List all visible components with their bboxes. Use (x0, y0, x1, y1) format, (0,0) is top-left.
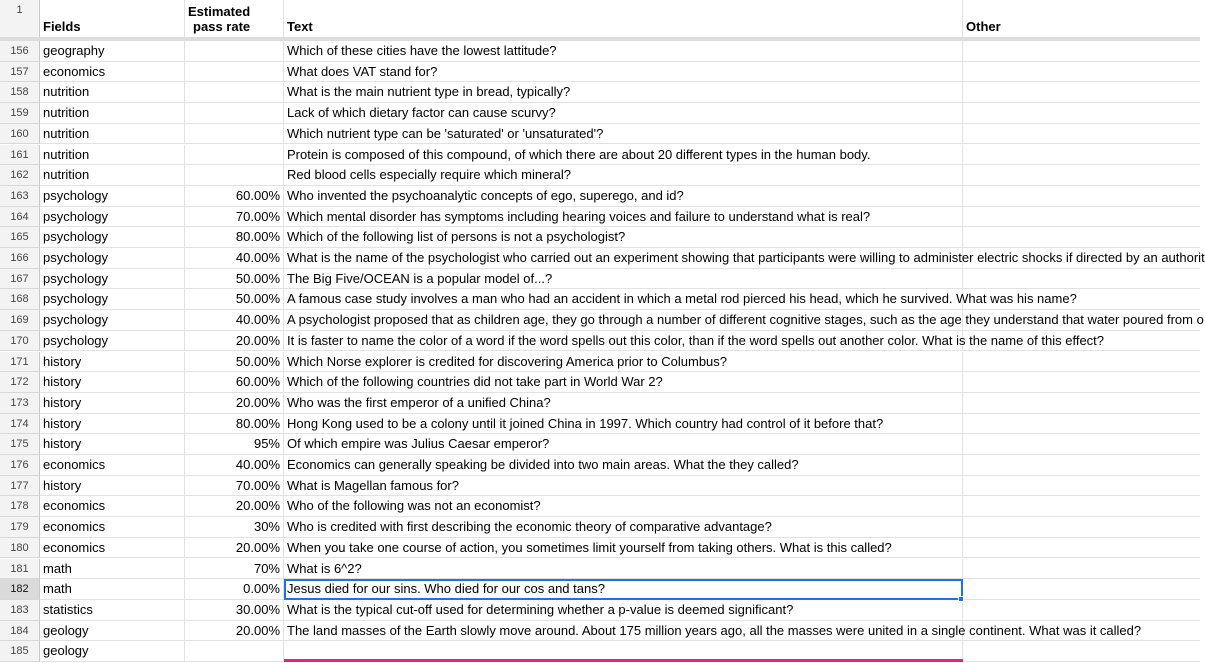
cell-other[interactable] (963, 621, 1200, 642)
cell-text[interactable]: What is the typical cut-off used for determining whether a p-value is deemed significant? (284, 600, 963, 621)
cell-other[interactable] (963, 186, 1200, 207)
cell-fields[interactable]: psychology (40, 248, 185, 269)
range-highlight-border (284, 659, 963, 662)
row-number[interactable]: 166 (0, 248, 40, 269)
table-row (0, 41, 1200, 62)
cell-text[interactable]: The land masses of the Earth slowly move around. About 175 million years ago, all the masses were united in a single continent. What was it called? (284, 621, 963, 642)
cell-text[interactable]: What is Magellan famous for? (284, 476, 963, 497)
cell-text[interactable]: Which of the following countries did not take part in World War 2? (284, 372, 963, 393)
cell-fields[interactable]: history (40, 372, 185, 393)
table-row (0, 517, 1200, 538)
cell-fields[interactable]: psychology (40, 331, 185, 352)
cell-text[interactable]: Who invented the psychoanalytic concepts of ego, superego, and id? (284, 186, 963, 207)
table-row (0, 186, 1200, 207)
cell-text[interactable]: The Big Five/OCEAN is a popular model of...? (284, 269, 963, 290)
cell-estimated-pass-rate[interactable]: 60.00% (185, 372, 284, 393)
table-row (0, 476, 1200, 497)
cell-text[interactable]: What does VAT stand for? (284, 62, 963, 83)
cell-estimated-pass-rate[interactable]: 40.00% (185, 310, 284, 331)
cell-fields[interactable]: history (40, 476, 185, 497)
header-row (0, 0, 1200, 37)
cell-fields[interactable]: history (40, 352, 185, 373)
cell-estimated-pass-rate[interactable] (185, 124, 284, 145)
row-number[interactable]: 171 (0, 352, 40, 373)
table-row (0, 331, 1200, 352)
cell-other[interactable] (963, 455, 1200, 476)
cell-other[interactable] (963, 82, 1200, 103)
cell-estimated-pass-rate[interactable]: 20.00% (185, 496, 284, 517)
cell-fields[interactable]: psychology (40, 207, 185, 228)
cell-text[interactable]: Who is credited with first describing the economic theory of comparative advantage? (284, 517, 963, 538)
table-row (0, 621, 1200, 642)
row-number[interactable]: 162 (0, 165, 40, 186)
cell-estimated-pass-rate[interactable]: 20.00% (185, 621, 284, 642)
table-row (0, 579, 1200, 600)
cell-text[interactable]: Protein is composed of this compound, of which there are about 20 different types in the human body. (284, 145, 963, 166)
cell-fields[interactable]: nutrition (40, 82, 185, 103)
column-header-fields-label: Fields (43, 19, 81, 34)
fill-handle[interactable] (958, 596, 964, 602)
table-row (0, 207, 1200, 228)
cell-other[interactable] (963, 434, 1200, 455)
cell-text[interactable]: Which mental disorder has symptoms including hearing voices and failure to understand what is real? (284, 207, 963, 228)
cell-text[interactable]: What is the name of the psychologist who carried out an experiment showing that participants were willing to administer electric shocks if directed by an authorit (284, 248, 963, 269)
table-row (0, 352, 1200, 373)
cell-text[interactable]: What is the main nutrient type in bread, typically? (284, 82, 963, 103)
selected-cell-text[interactable]: Jesus died for our sins. Who died for our cos and tans? (284, 579, 963, 600)
cell-estimated-pass-rate[interactable]: 40.00% (185, 248, 284, 269)
row-number[interactable]: 177 (0, 476, 40, 497)
cell-other[interactable] (963, 352, 1200, 373)
cell-other[interactable] (963, 62, 1200, 83)
row-number[interactable]: 163 (0, 186, 40, 207)
cell-other[interactable] (963, 600, 1200, 621)
cell-estimated-pass-rate[interactable] (185, 145, 284, 166)
cell-text[interactable]: A psychologist proposed that as children age, they go through a number of different cognitive stages, such as the age they understand that water poured from o (284, 310, 963, 331)
row-number[interactable]: 167 (0, 269, 40, 290)
table-row (0, 289, 1200, 310)
cell-fields[interactable]: psychology (40, 227, 185, 248)
cell-other[interactable] (963, 476, 1200, 497)
cell-fields[interactable]: economics (40, 496, 185, 517)
cell-estimated-pass-rate[interactable]: 80.00% (185, 414, 284, 435)
row-number[interactable]: 159 (0, 103, 40, 124)
cell-estimated-pass-rate[interactable]: 50.00% (185, 269, 284, 290)
cell-other[interactable] (963, 207, 1200, 228)
cell-fields[interactable]: geology (40, 641, 185, 662)
row-number[interactable]: 174 (0, 414, 40, 435)
table-row (0, 600, 1200, 621)
row-number[interactable]: 180 (0, 538, 40, 559)
table-row (0, 165, 1200, 186)
cell-estimated-pass-rate[interactable]: 0.00% (185, 579, 284, 600)
table-row (0, 62, 1200, 83)
cell-other[interactable] (963, 227, 1200, 248)
row-number[interactable]: 156 (0, 41, 40, 62)
row-number[interactable]: 179 (0, 517, 40, 538)
cell-text[interactable]: Who of the following was not an economist? (284, 496, 963, 517)
table-row (0, 559, 1200, 580)
cell-other[interactable] (963, 331, 1200, 352)
cell-other[interactable] (963, 559, 1200, 580)
cell-other[interactable] (963, 579, 1200, 600)
cell-text[interactable]: What is 6^2? (284, 559, 963, 580)
row-number[interactable]: 176 (0, 455, 40, 476)
cell-text[interactable]: Hong Kong used to be a colony until it joined China in 1997. Which country had control of it before that? (284, 414, 963, 435)
cell-estimated-pass-rate[interactable] (185, 62, 284, 83)
cell-fields[interactable]: math (40, 559, 185, 580)
cell-estimated-pass-rate[interactable]: 70% (185, 559, 284, 580)
cell-estimated-pass-rate[interactable] (185, 82, 284, 103)
row-number[interactable]: 165 (0, 227, 40, 248)
cell-text[interactable]: When you take one course of action, you sometimes limit yourself from taking others. What is this called? (284, 538, 963, 559)
cell-fields[interactable]: nutrition (40, 103, 185, 124)
table-row (0, 310, 1204, 331)
cell-estimated-pass-rate[interactable] (185, 41, 284, 62)
table-row (0, 393, 1200, 414)
cell-estimated-pass-rate[interactable]: 30.00% (185, 600, 284, 621)
cell-fields[interactable]: geology (40, 621, 185, 642)
cell-estimated-pass-rate[interactable]: 20.00% (185, 331, 284, 352)
cell-fields[interactable]: nutrition (40, 124, 185, 145)
cell-estimated-pass-rate[interactable] (185, 103, 284, 124)
row-number[interactable]: 185 (0, 641, 40, 662)
row-number[interactable]: 181 (0, 559, 40, 580)
column-header-fields[interactable] (40, 0, 185, 37)
row-number[interactable]: 168 (0, 289, 40, 310)
row-number[interactable]: 183 (0, 600, 40, 621)
table-row (0, 414, 1200, 435)
table-row (0, 496, 1200, 517)
row-number[interactable]: 184 (0, 621, 40, 642)
cell-text[interactable]: Red blood cells especially require which mineral? (284, 165, 963, 186)
column-header-text[interactable] (284, 0, 963, 37)
row-number[interactable]: 158 (0, 82, 40, 103)
cell-text[interactable]: Which nutrient type can be 'saturated' or 'unsaturated'? (284, 124, 963, 145)
cell-estimated-pass-rate[interactable]: 80.00% (185, 227, 284, 248)
cell-fields[interactable]: statistics (40, 600, 185, 621)
cell-other[interactable] (963, 248, 1200, 269)
row-number[interactable]: 161 (0, 145, 40, 166)
cell-other[interactable] (963, 372, 1200, 393)
cell-other[interactable] (963, 517, 1200, 538)
cell-fields[interactable]: psychology (40, 269, 185, 290)
cell-other[interactable] (963, 310, 1200, 331)
cell-fields[interactable]: nutrition (40, 165, 185, 186)
cell-other[interactable] (963, 269, 1200, 290)
cell-fields[interactable]: history (40, 414, 185, 435)
cell-fields[interactable]: nutrition (40, 145, 185, 166)
cell-fields[interactable]: history (40, 434, 185, 455)
cell-fields[interactable]: psychology (40, 186, 185, 207)
cell-text[interactable]: Which of these cities have the lowest lattitude? (284, 41, 963, 62)
row-number[interactable]: 169 (0, 310, 40, 331)
cell-fields[interactable]: economics (40, 62, 185, 83)
cell-text[interactable]: It is faster to name the color of a word if the word spells out this color, than if the word spells out another color. What is the name of this effect? (284, 331, 963, 352)
cell-other[interactable] (963, 538, 1200, 559)
cell-other[interactable] (963, 414, 1200, 435)
row-number[interactable]: 182 (0, 579, 40, 600)
cell-text[interactable]: Of which empire was Julius Caesar emperor? (284, 434, 963, 455)
cell-other[interactable] (963, 289, 1200, 310)
cell-estimated-pass-rate[interactable]: 70.00% (185, 476, 284, 497)
cell-other[interactable] (963, 103, 1200, 124)
cell-estimated-pass-rate[interactable]: 70.00% (185, 207, 284, 228)
row-header-1[interactable]: 1 (0, 0, 40, 37)
cell-text[interactable]: Which Norse explorer is credited for discovering America prior to Columbus? (284, 352, 963, 373)
cell-fields[interactable]: math (40, 579, 185, 600)
cell-text[interactable]: Which of the following list of persons is not a psychologist? (284, 227, 963, 248)
cell-text[interactable]: Who was the first emperor of a unified China? (284, 393, 963, 414)
cell-estimated-pass-rate[interactable] (185, 165, 284, 186)
cell-other[interactable] (963, 165, 1200, 186)
cell-estimated-pass-rate[interactable]: 20.00% (185, 538, 284, 559)
table-row (0, 82, 1200, 103)
table-row (0, 227, 1200, 248)
table-row (0, 538, 1200, 559)
cell-estimated-pass-rate[interactable]: 50.00% (185, 352, 284, 373)
cell-estimated-pass-rate[interactable]: 30% (185, 517, 284, 538)
row-number[interactable]: 175 (0, 434, 40, 455)
cell-estimated-pass-rate[interactable]: 60.00% (185, 186, 284, 207)
cell-fields[interactable]: economics (40, 538, 185, 559)
cell-other[interactable] (963, 393, 1200, 414)
table-row (0, 434, 1200, 455)
cell-other[interactable] (963, 145, 1200, 166)
cell-other[interactable] (963, 124, 1200, 145)
cell-fields[interactable]: history (40, 393, 185, 414)
row-number[interactable]: 157 (0, 62, 40, 83)
column-header-other-label: Other (966, 19, 1001, 34)
cell-fields[interactable]: psychology (40, 310, 185, 331)
row-number[interactable]: 160 (0, 124, 40, 145)
cell-estimated-pass-rate[interactable]: 50.00% (185, 289, 284, 310)
cell-fields[interactable]: geography (40, 41, 185, 62)
row-number[interactable]: 173 (0, 393, 40, 414)
cell-text[interactable]: Economics can generally speaking be divided into two main areas. What the they called? (284, 455, 963, 476)
cell-fields[interactable]: economics (40, 455, 185, 476)
cell-other[interactable] (963, 496, 1200, 517)
table-row (0, 455, 1200, 476)
cell-fields[interactable]: psychology (40, 289, 185, 310)
column-header-estimated-pass-rate[interactable] (185, 0, 284, 37)
table-row (0, 269, 1200, 290)
row-number[interactable]: 164 (0, 207, 40, 228)
row-number[interactable]: 170 (0, 331, 40, 352)
cell-estimated-pass-rate[interactable]: 20.00% (185, 393, 284, 414)
row-number[interactable]: 172 (0, 372, 40, 393)
cell-estimated-pass-rate[interactable]: 95% (185, 434, 284, 455)
cell-other[interactable] (963, 41, 1200, 62)
table-row (0, 372, 1200, 393)
row-number[interactable]: 178 (0, 496, 40, 517)
cell-estimated-pass-rate[interactable]: 40.00% (185, 455, 284, 476)
cell-other[interactable] (963, 641, 1200, 662)
cell-fields[interactable]: economics (40, 517, 185, 538)
table-row (0, 124, 1200, 145)
column-header-estimated-pass-rate-label: Estimated pass rate (188, 4, 251, 34)
cell-estimated-pass-rate[interactable] (185, 641, 284, 662)
column-header-text-label: Text (287, 19, 313, 34)
table-row (0, 145, 1200, 166)
cell-text[interactable]: A famous case study involves a man who had an accident in which a metal rod pierced his head, which he survived. What was his name? (284, 289, 963, 310)
table-row (0, 641, 1200, 662)
cell-text[interactable]: Lack of which dietary factor can cause scurvy? (284, 103, 963, 124)
column-header-other[interactable] (963, 0, 1200, 37)
table-row (0, 103, 1200, 124)
table-row (0, 248, 1205, 269)
